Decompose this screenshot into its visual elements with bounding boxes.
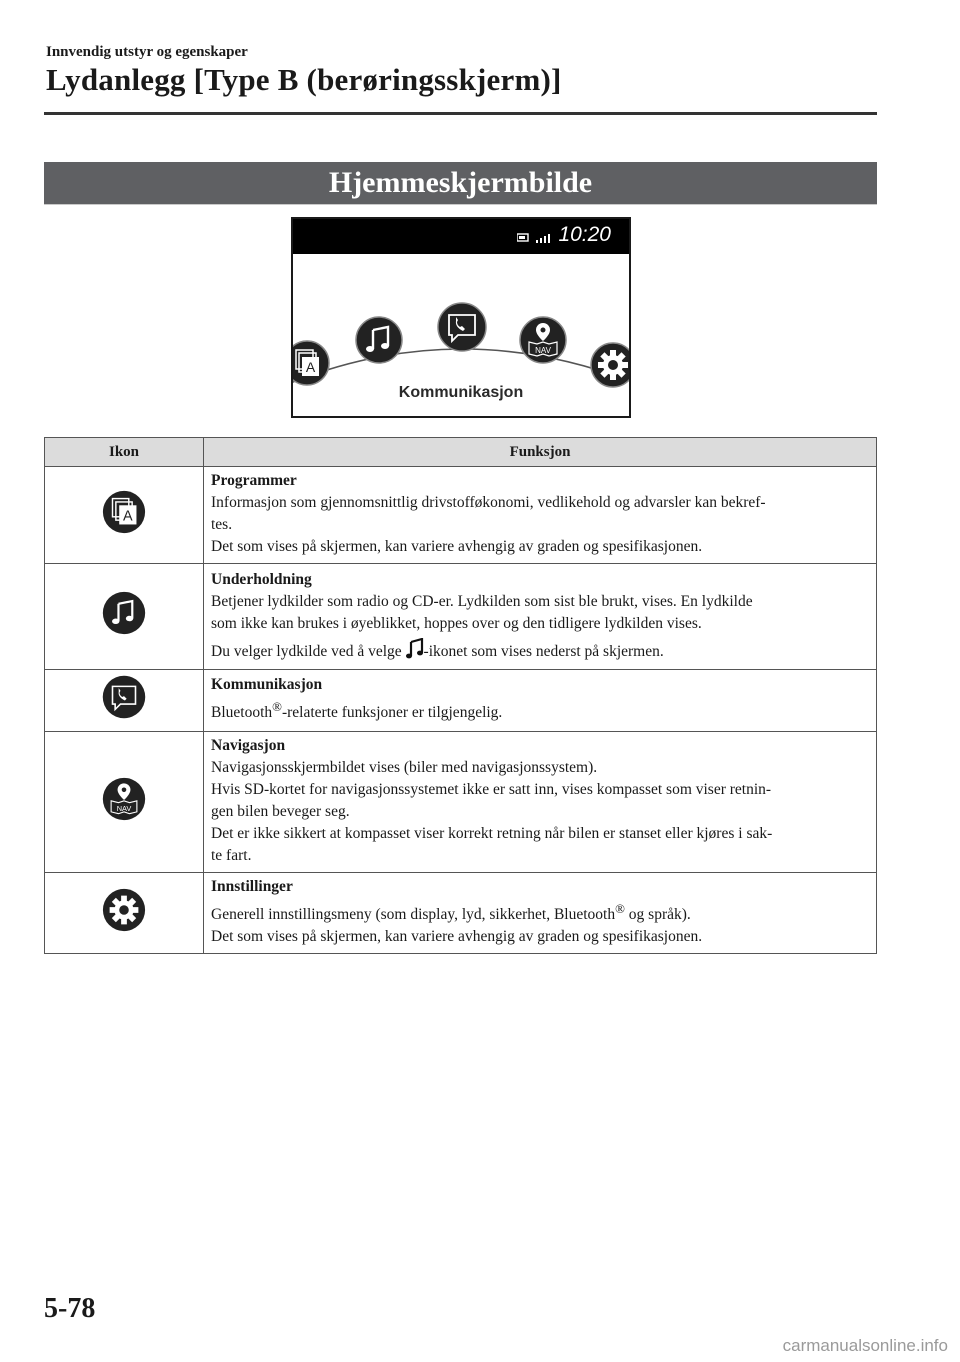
svg-text:NAV: NAV [116, 803, 132, 813]
function-text: Det som vises på skjermen, kan variere avhengig av graden og spesifikasjonen. [211, 928, 703, 946]
gear-icon [101, 887, 147, 933]
icon-cell [45, 564, 204, 670]
table-row [45, 467, 877, 564]
svg-text:A: A [123, 508, 133, 525]
active-icon-label: Kommunikasjon [398, 384, 524, 401]
function-cell [204, 873, 877, 954]
function-text: Det som vises på skjermen, kan variere avhengig av graden og spesifikasjonen. [211, 538, 703, 555]
function-text: tes. [211, 516, 233, 533]
applications-icon [101, 489, 147, 535]
phone-chat-icon[interactable] [436, 301, 488, 353]
function-cell [204, 670, 877, 732]
function-text: som ikke kan brukes i øyeblikket, hoppes over og den tidligere lydkilden vises. [211, 614, 702, 632]
home-screen-banner: Hjemmeskjermbilde [44, 162, 877, 205]
function-text [211, 696, 870, 724]
music-note-icon [406, 638, 424, 660]
function-text [211, 638, 870, 663]
nav-icon [101, 776, 147, 822]
function-cell [204, 732, 877, 873]
icon-cell [45, 670, 204, 732]
table-row [45, 732, 877, 873]
music-note-icon[interactable] [354, 315, 404, 365]
watermark: carmanualsonline.info [782, 1336, 948, 1355]
svg-text:NAV: NAV [535, 346, 551, 355]
inline-text: -ikonet som vises nederst på skjermen. [423, 642, 664, 660]
inline-text: -relaterte funksjoner er tilgjengelig. [281, 704, 503, 722]
registered-mark: ® [615, 901, 625, 916]
registered-mark: ® [272, 699, 282, 715]
inline-text: Generell innstillingsmeny (som display, lyd, sikkerhet, Bluetooth [211, 906, 616, 924]
table-header-row [45, 438, 877, 467]
section-title: Lydanlegg [Type B (berøringsskjerm)] [46, 62, 562, 97]
header-function: Funksjon [204, 438, 877, 467]
function-title: Navigasjon [211, 737, 286, 754]
function-cell [204, 564, 877, 670]
function-text: Det er ikke sikkert at kompasset viser korrekt retning når bilen er stanset eller kjøres i sak- [211, 825, 773, 842]
function-text: Navigasjonsskjermbildet vises (biler med navigasjonssystem). [211, 759, 598, 776]
gear-icon[interactable] [589, 341, 631, 389]
icon-cell [45, 873, 204, 954]
title-rule [44, 112, 877, 115]
function-title: Kommunikasjon [211, 676, 323, 694]
function-text [211, 898, 870, 926]
function-text: te fart. [211, 847, 252, 864]
phone-chat-icon [101, 674, 147, 720]
function-title: Innstillinger [211, 878, 293, 895]
applications-icon[interactable] [291, 339, 331, 387]
table-row [45, 564, 877, 670]
icon-cell [45, 732, 204, 873]
table-row [45, 873, 877, 954]
inline-text: og språk). [624, 906, 691, 924]
function-text: gen bilen beveger seg. [211, 803, 350, 820]
page-number: 5-78 [44, 1293, 96, 1324]
music-note-icon [101, 590, 147, 636]
function-cell [204, 467, 877, 564]
home-screen-illustration [291, 217, 631, 418]
clock-time: 10:20 [558, 223, 611, 246]
inline-text: Bluetooth [211, 704, 273, 722]
function-table [44, 437, 877, 954]
function-title: Programmer [211, 472, 297, 489]
function-text: Informasjon som gjennomsnittlig drivstofføkonomi, vedlikehold og advarsler kan bekref- [211, 494, 766, 511]
function-text: Betjener lydkilder som radio og CD-er. Lydkilden som sist ble brukt, vises. En lydkilde [211, 592, 753, 610]
inline-text: Du velger lydkilde ved å velge [211, 642, 406, 660]
chapter-heading: Innvendig utstyr og egenskaper [46, 44, 248, 60]
svg-text:A: A [305, 359, 316, 375]
table-row [45, 670, 877, 732]
header-icon: Ikon [45, 438, 204, 467]
function-title: Underholdning [211, 570, 312, 588]
nav-icon[interactable] [518, 315, 568, 365]
icon-cell [45, 467, 204, 564]
function-text: Hvis SD-kortet for navigasjonssystemet ikke er satt inn, vises kompasset som viser retnin- [211, 781, 772, 798]
